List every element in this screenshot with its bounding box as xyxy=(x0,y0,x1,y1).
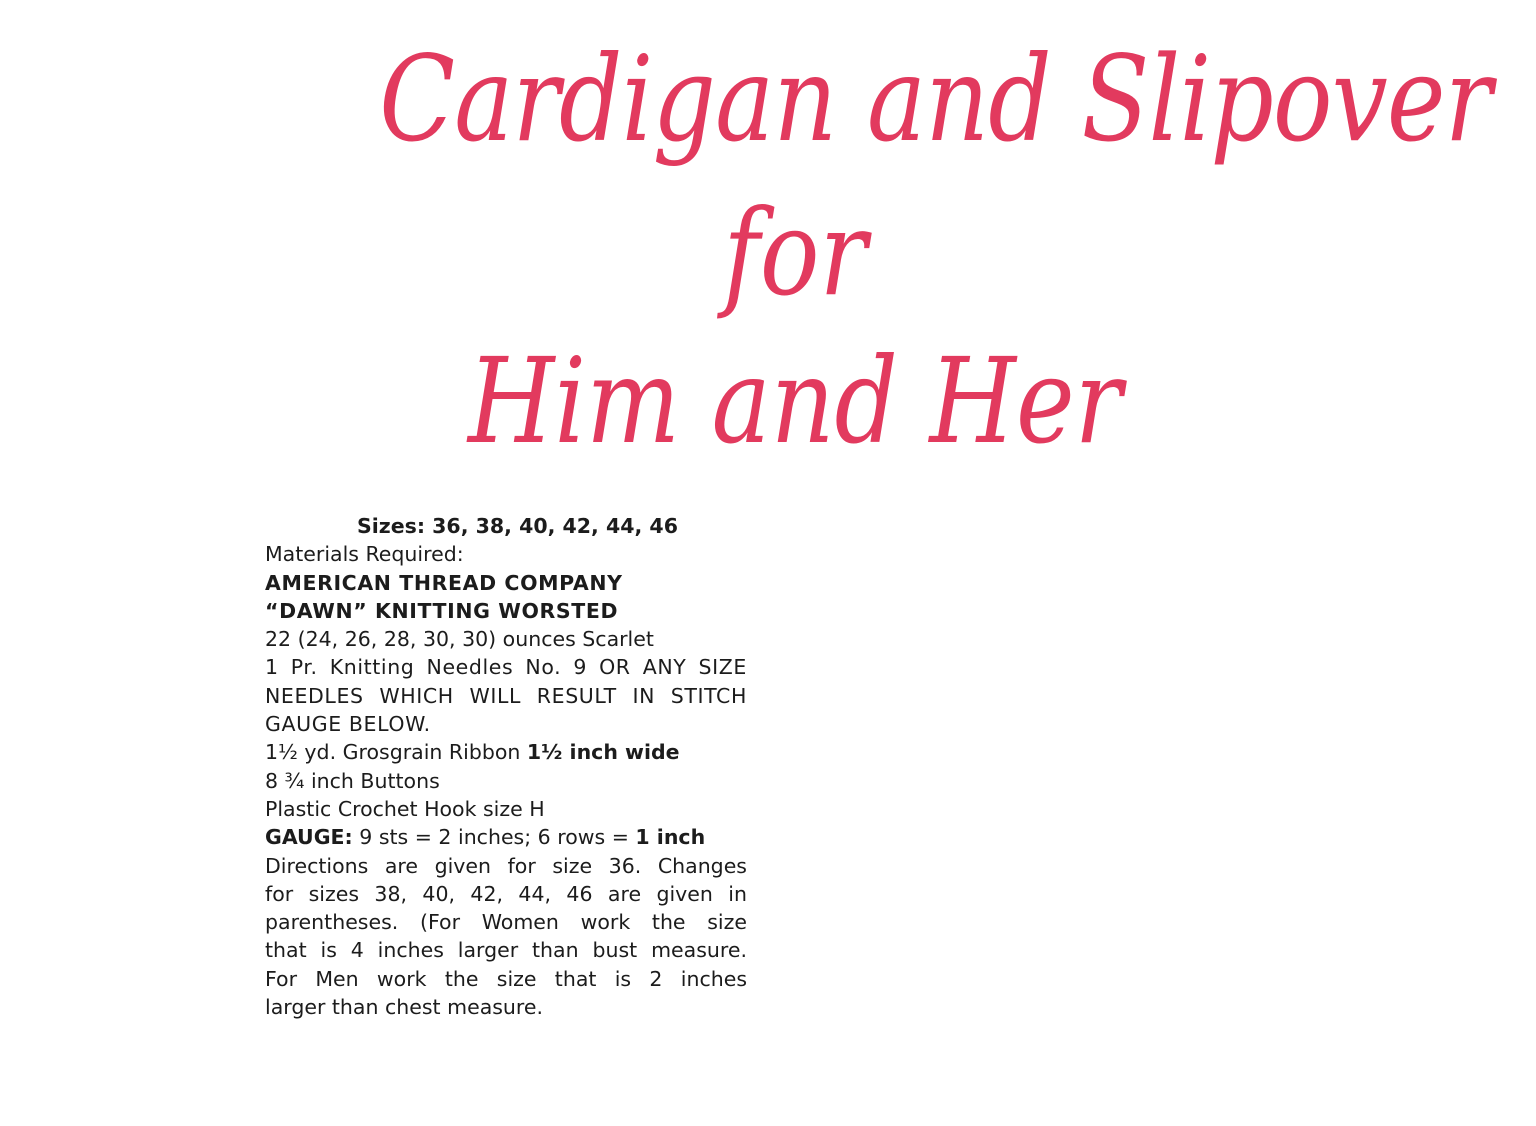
needles-line-1: 1 Pr. Knitting Needles No. 9 OR ANY SIZE xyxy=(265,655,747,680)
title-line-1: Cardigan and Slipover xyxy=(379,30,1492,168)
needles-line-2: NEEDLES WHICH WILL RESULT IN STITCH xyxy=(265,683,747,708)
sizes-line: Sizes: 36, 38, 40, 42, 44, 46 xyxy=(357,514,678,538)
title-line-3: Him and Her xyxy=(467,332,1123,470)
directions-line: larger than chest measure. xyxy=(265,995,544,1020)
buttons-line: 8 ¾ inch Buttons xyxy=(265,768,440,793)
gauge-row-measure: 1 inch xyxy=(635,825,706,850)
directions-line: parentheses. (For Women work the size xyxy=(265,910,747,935)
pattern-instructions xyxy=(265,512,747,1021)
hook-line: Plastic Crochet Hook size H xyxy=(265,796,545,821)
ribbon-length: 1½ yd. Grosgrain Ribbon xyxy=(265,740,527,765)
ribbon-line xyxy=(265,738,747,766)
gauge-text: 9 sts = 2 inches; 6 rows = xyxy=(352,825,636,850)
directions-line: for sizes 38, 40, 42, 44, 46 are given in xyxy=(265,881,747,906)
title-line-2: for xyxy=(723,184,867,322)
ribbon-width: 1½ inch wide xyxy=(526,740,680,765)
pattern-title xyxy=(300,30,1492,470)
needles-line-3: GAUGE BELOW. xyxy=(265,712,431,737)
yarn-name: “DAWN” KNITTING WORSTED xyxy=(265,598,619,623)
directions-line: Directions are given for size 36. Changes xyxy=(265,853,747,878)
directions-line: For Men work the size that is 2 inches xyxy=(265,966,747,991)
yarn-quantity: 22 (24, 26, 28, 30, 30) ounces Scarlet xyxy=(265,627,654,652)
gauge-line xyxy=(265,823,747,851)
company-name: AMERICAN THREAD COMPANY xyxy=(265,570,623,595)
gauge-label: GAUGE: xyxy=(265,825,353,850)
directions-line: that is 4 inches larger than bust measure. xyxy=(265,938,747,963)
materials-heading: Materials Required: xyxy=(265,542,464,567)
